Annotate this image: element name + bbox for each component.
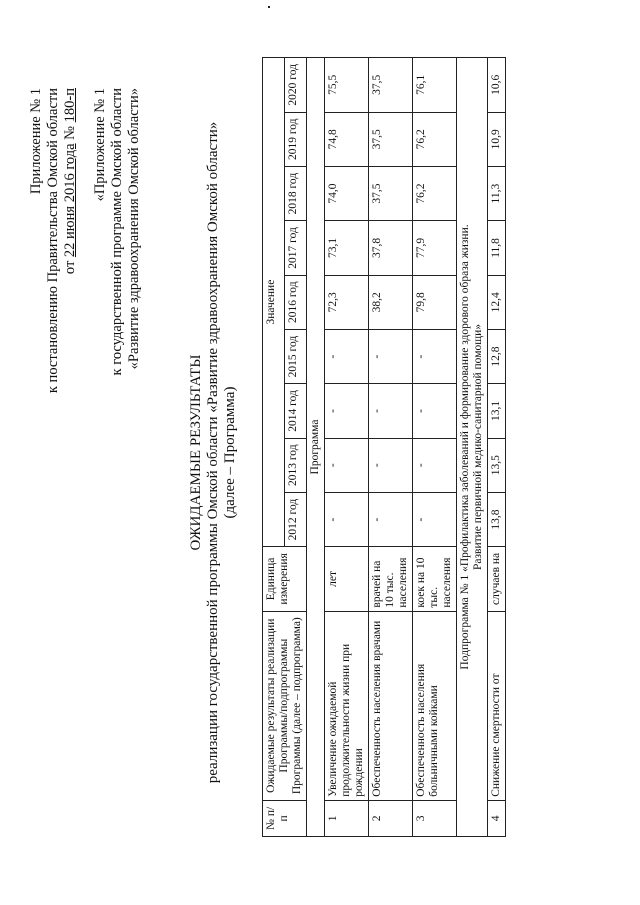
approval-number: 180-п: [62, 88, 78, 123]
row-name: Обеспеченность населения больничными койками: [413, 611, 457, 800]
row-value: 77,9: [413, 221, 457, 275]
title-main: ОЖИДАЕМЫЕ РЕЗУЛЬТАТЫ: [188, 354, 204, 551]
row-value: 37,5: [369, 166, 413, 220]
year-header: 2015 год: [285, 329, 307, 383]
subprogram-label: [457, 58, 488, 837]
subprogram-section-row: [457, 58, 488, 837]
row-value: -: [369, 384, 413, 438]
row-unit: случаев на: [488, 547, 506, 611]
approval-no: №: [62, 122, 78, 144]
header-num: № п/п: [263, 800, 307, 836]
row-value: -: [369, 329, 413, 383]
row-value: 76,2: [413, 166, 457, 220]
row-value: 11,8: [488, 221, 506, 275]
row-value: 37,5: [369, 112, 413, 166]
row-value: 13,1: [488, 384, 506, 438]
row-value: 12,8: [488, 329, 506, 383]
row-value: -: [325, 384, 369, 438]
row-value: -: [413, 492, 457, 546]
row-num: 1: [325, 800, 369, 836]
header-unit: Единица измерения: [263, 547, 307, 611]
row-num: 4: [488, 800, 506, 836]
row-value: 72,3: [325, 275, 369, 329]
row-value: -: [325, 492, 369, 546]
row-unit: коек на 10 тыс. населения: [413, 547, 457, 611]
row-name: Обеспеченность населения врачами: [369, 611, 413, 800]
row-value: -: [413, 384, 457, 438]
row-value: 13,8: [488, 492, 506, 546]
year-header: 2016 год: [285, 275, 307, 329]
row-value: 38,2: [369, 275, 413, 329]
row-value: 37,5: [369, 58, 413, 113]
header-result: Ожидаемые результаты реализации Программы/подпрограммы Программы (далее – подпрограмма): [263, 611, 307, 800]
row-value: -: [369, 438, 413, 492]
row-value: 10,6: [488, 58, 506, 113]
row-value: 75,5: [325, 58, 369, 113]
row-value: 10,9: [488, 112, 506, 166]
results-table: [262, 57, 506, 837]
table-row: [488, 58, 506, 837]
row-value: 12,4: [488, 275, 506, 329]
year-header: 2012 год: [285, 492, 307, 546]
row-value: -: [325, 329, 369, 383]
approval-line-1: Приложение № 1: [28, 88, 44, 195]
year-header: 2018 год: [285, 166, 307, 220]
year-header: 2020 год: [285, 58, 307, 113]
appendix-line-1: «Приложение № 1: [92, 88, 108, 202]
table-row: [325, 58, 369, 837]
year-header: 2013 год: [285, 438, 307, 492]
approval-date: 22 июня 2016 года: [62, 143, 78, 258]
document-title: [188, 0, 239, 905]
row-value: 76,2: [413, 112, 457, 166]
appendix-block: [92, 88, 143, 375]
title-line-2: реализации государственной программы Омской области «Развитие здравоохранения Омской области»: [205, 121, 221, 784]
row-num: 3: [413, 800, 457, 836]
program-label: Программа: [307, 58, 325, 837]
approval-line-2: к постановлению Правительства Омской области: [45, 88, 61, 394]
row-value: -: [369, 492, 413, 546]
row-num: 2: [369, 800, 413, 836]
approval-line-3: [62, 88, 79, 393]
header-value: Значение: [263, 58, 285, 547]
row-value: -: [413, 438, 457, 492]
row-value: 79,8: [413, 275, 457, 329]
row-name: Снижение смертности от: [488, 611, 506, 800]
row-value: -: [325, 438, 369, 492]
title-line-3: (далее – Программа): [222, 386, 238, 519]
table-row: [369, 58, 413, 837]
row-name: Увеличение ожидаемой продолжительности жизни при рождении: [325, 611, 369, 800]
row-value: 13,5: [488, 438, 506, 492]
program-section-row: [307, 58, 325, 837]
row-unit: лет: [325, 547, 369, 611]
row-value: 74,8: [325, 112, 369, 166]
year-header: 2017 год: [285, 221, 307, 275]
row-value: 11,3: [488, 166, 506, 220]
row-value: 37,8: [369, 221, 413, 275]
approval-from: от: [62, 257, 78, 275]
row-value: -: [413, 329, 457, 383]
row-value: 74,0: [325, 166, 369, 220]
appendix-line-3: «Развитие здравоохранения Омской области»: [126, 88, 142, 370]
row-value: 73,1: [325, 221, 369, 275]
appendix-line-2: к государственной программе Омской области: [109, 88, 125, 376]
row-value: 76,1: [413, 58, 457, 113]
approval-block: [28, 88, 79, 393]
subprogram-label-line-2: Развитие первичной медико-санитарной помощи»: [472, 324, 484, 570]
subprogram-label-line-1: Подпрограмма № 1 «Профилактика заболеваний и формирование здорового образа жизни.: [459, 224, 471, 670]
row-unit: врачей на 10 тыс. населения: [369, 547, 413, 611]
year-header: 2019 год: [285, 112, 307, 166]
table-row: [413, 58, 457, 837]
year-header: 2014 год: [285, 384, 307, 438]
